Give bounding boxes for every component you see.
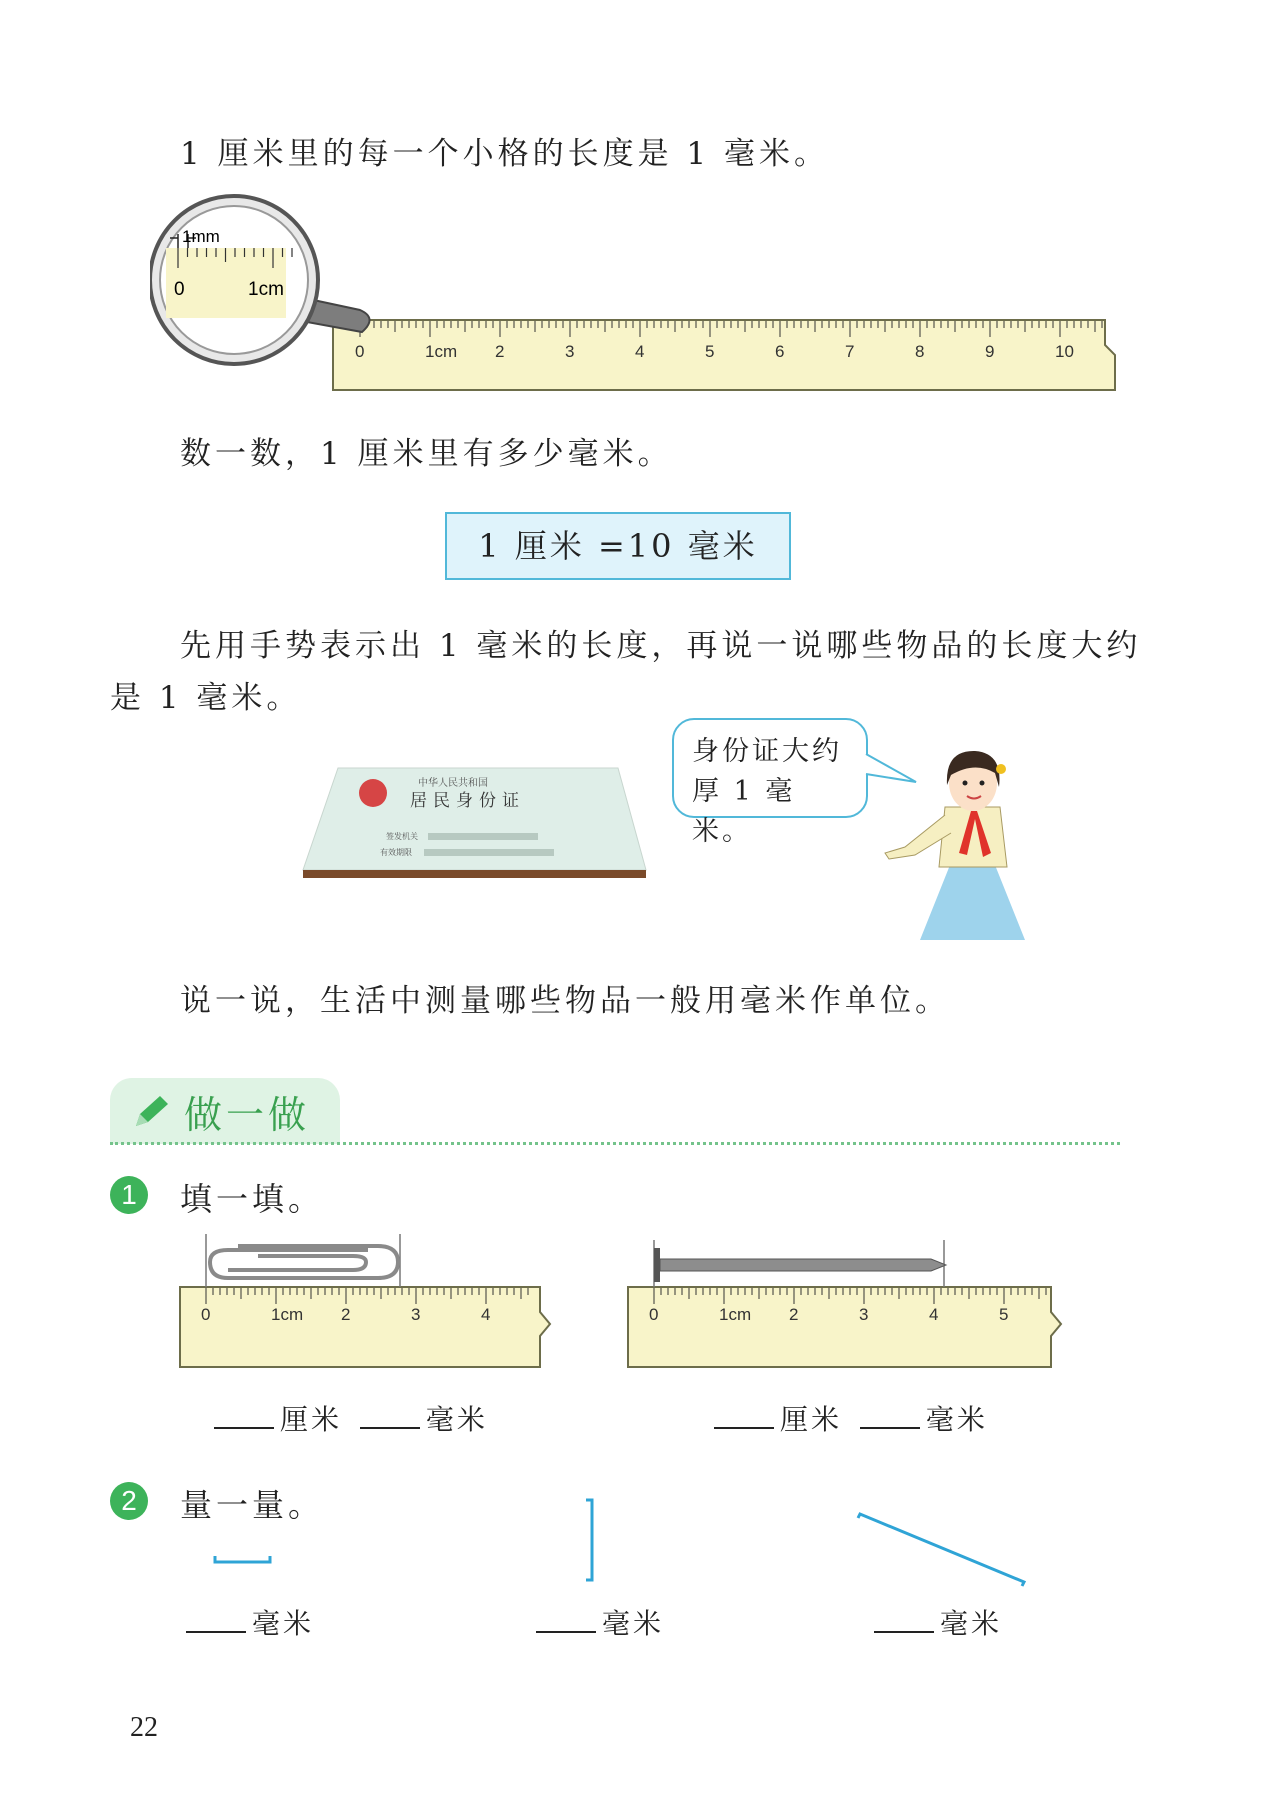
section-title: 做一做 [184,1093,311,1137]
paperclip-icon [210,1246,398,1278]
answer-row-2: 厘米 毫米 [708,1398,988,1438]
ruler-2-label: 5 [999,1305,1009,1324]
say-prompt: 说一说，生活中测量哪些物品一般用毫米作单位。 [180,983,950,1019]
svg-text:有效期限: 有效期限 [380,848,412,857]
main-ruler-label: 6 [775,342,785,361]
main-ruler-label: 4 [635,342,645,361]
gesture-text-line2: 是 1 毫米。 [110,680,302,716]
girl-illustration [875,735,1040,950]
pencil-icon [130,1092,174,1132]
magnifier-ruler-figure [150,190,1130,400]
bubble-line2: 厚 1 毫米。 [692,776,796,847]
lens-zero-label: 0 [174,279,185,300]
skirt [920,865,1025,940]
main-ruler-label: 5 [705,342,715,361]
paperclip-ruler-figure [178,1232,558,1372]
main-ruler-label: 7 [845,342,855,361]
ruler-1 [180,1287,550,1367]
ruler-2-label: 4 [929,1305,939,1324]
mm-label: 1mm [182,227,220,246]
ruler-2-label: 2 [789,1305,799,1324]
svg-text:中华人民共和国: 中华人民共和国 [418,778,488,789]
lens-cm-label: 1cm [248,279,284,300]
answer-blank-cm-2[interactable] [714,1401,774,1429]
ruler-2-label: 1cm [719,1305,752,1324]
segment-short [215,1556,270,1562]
nail-icon [660,1259,946,1271]
answer-row-4: 毫米 [530,1602,664,1642]
answer-blank-4[interactable] [536,1605,596,1633]
main-ruler-label: 2 [495,342,505,361]
ruler-1-label: 1cm [271,1305,304,1324]
answer-blank-mm-2[interactable] [860,1401,920,1429]
answer-blank-cm-1[interactable] [214,1401,274,1429]
answer-row-5: 毫米 [868,1602,1002,1642]
main-ruler-label: 8 [915,342,925,361]
ruler-1-label: 4 [481,1305,491,1324]
ruler-2-label: 3 [859,1305,869,1324]
main-ruler-label: 10 [1055,342,1074,361]
ruler-2-label: 0 [649,1305,659,1324]
main-ruler-label: 3 [565,342,575,361]
id-card-image [298,760,648,885]
ruler-1-label: 0 [201,1305,211,1324]
main-ruler-label: 1cm [425,342,458,361]
nail-head [654,1248,660,1282]
section-divider [110,1142,1120,1145]
main-ruler-label: 0 [355,342,365,361]
exercise-number-2: 2 [110,1482,148,1520]
ruler-1-label: 3 [411,1305,421,1324]
exercise-title-2: 量一量。 [180,1486,325,1524]
gesture-text-line1: 先用手势表示出 1 毫米的长度，再说一说哪些物品的长度大约 [180,628,1142,664]
speech-bubble [672,718,868,847]
svg-text:居民身份证: 居民身份证 [410,791,525,810]
count-prompt: 数一数，1 厘米里有多少毫米。 [180,436,673,472]
intro-text: 1 厘米里的每一个小格的长度是 1 毫米。 [180,136,830,172]
bubble-line1: 身份证大约 [692,736,842,767]
svg-text:签发机关: 签发机关 [386,832,418,841]
exercise-title-1: 填一填。 [180,1180,325,1218]
segment-vertical [586,1500,592,1580]
ruler-1-label: 2 [341,1305,351,1324]
exercise-number-1: 1 [110,1176,148,1214]
answer-blank-3[interactable] [186,1605,246,1633]
page-number: 22 [130,1712,158,1743]
answer-blank-mm-1[interactable] [360,1401,420,1429]
formula-box: 1 厘米 =10 毫米 [445,512,791,580]
segment-slanted [858,1514,1024,1586]
answer-row-1: 厘米 毫米 [208,1398,488,1438]
measure-segments [210,1488,1030,1598]
nail-ruler-figure [626,1232,1066,1372]
ruler-2 [628,1287,1061,1367]
answer-blank-5[interactable] [874,1605,934,1633]
answer-row-3: 毫米 [180,1602,314,1642]
emblem-icon [359,779,387,807]
main-ruler-label: 9 [985,342,995,361]
